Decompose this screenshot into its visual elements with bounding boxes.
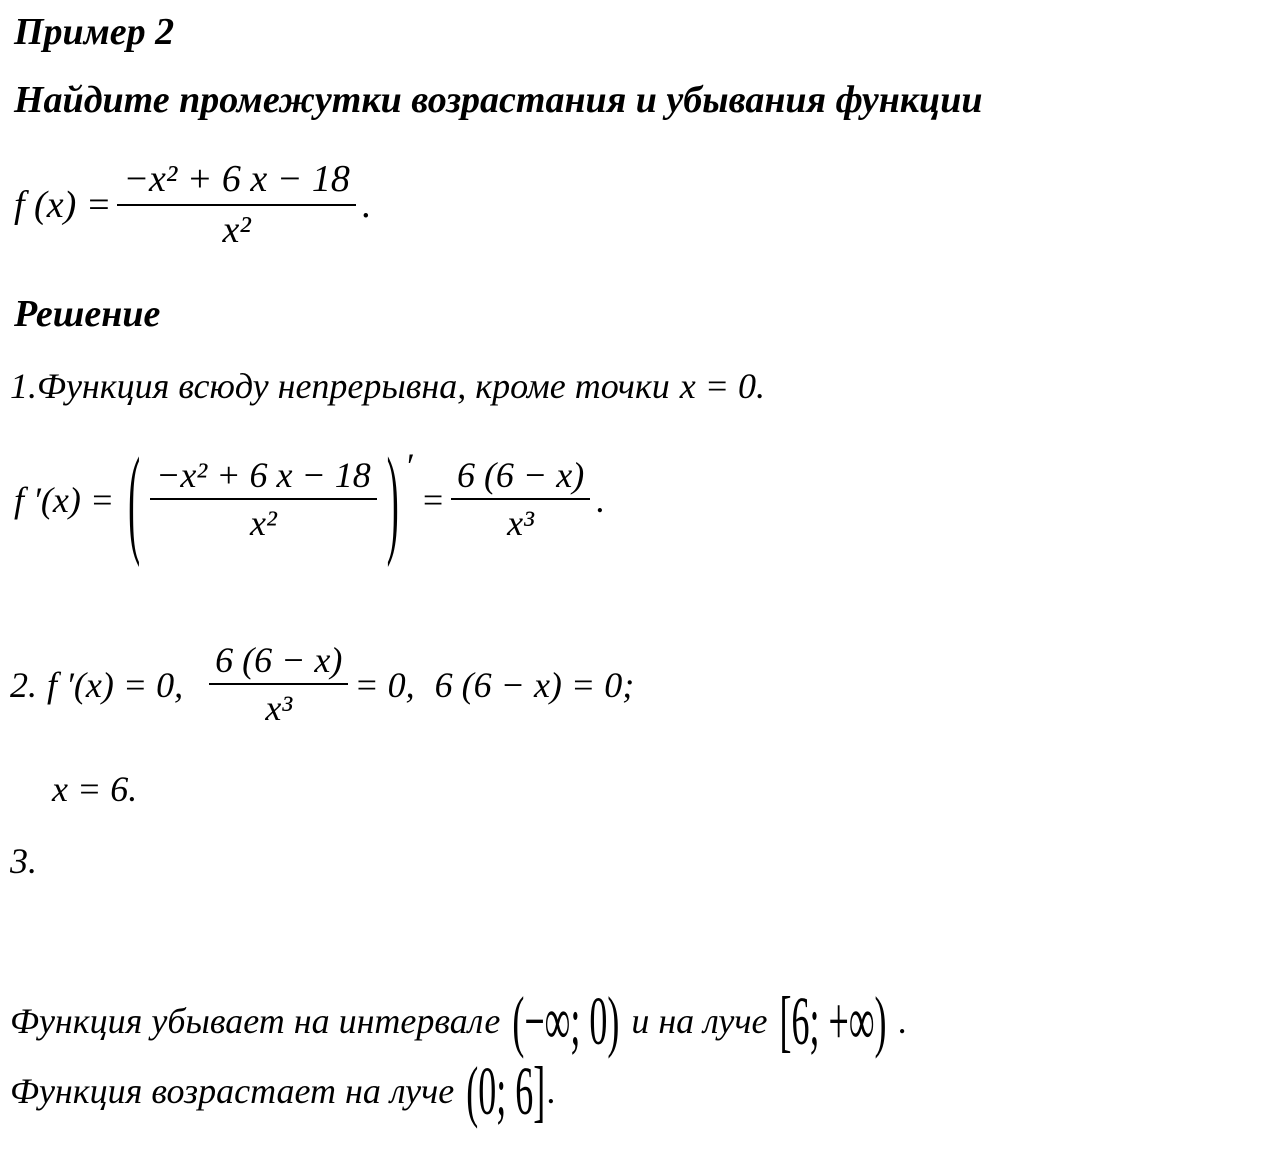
conclusion-decreasing-interval-2: [6; +∞) <box>779 983 887 1059</box>
derivative-result-fraction <box>451 455 590 545</box>
derivative-result-denominator: x³ <box>507 503 534 544</box>
derivative-lhs: f ′(x) = <box>14 479 115 520</box>
step-2-fraction-equals: = 0, <box>354 664 415 705</box>
derivative-inner-numerator: −x² + 6 x − 18 <box>150 455 377 500</box>
conclusion-decreasing <box>10 983 908 1059</box>
derivative-inner-fraction <box>150 455 377 545</box>
conclusion-decreasing-text-mid: и на луче <box>631 1001 768 1041</box>
left-paren-icon: ( <box>128 431 141 568</box>
step-3-number: 3. <box>10 841 37 881</box>
conclusion-increasing <box>10 1053 557 1129</box>
step-3 <box>10 840 37 882</box>
function-definition-numerator: −x² + 6 x − 18 <box>117 158 356 206</box>
derivative-equals: = <box>420 479 445 520</box>
conclusion-decreasing-text: Функция убывает на интервале <box>10 1001 501 1041</box>
function-definition-fraction <box>117 158 356 252</box>
conclusion-increasing-interval: (0; 6] <box>466 1053 546 1129</box>
step-2-root-value: x = 6. <box>52 769 138 809</box>
function-definition-period: . <box>361 184 372 227</box>
step-2 <box>10 640 634 730</box>
function-definition <box>14 158 371 252</box>
conclusion-increasing-text: Функция возрастает на луче <box>10 1071 455 1111</box>
problem-statement: Найдите промежутки возрастания и убывания функции <box>14 79 983 121</box>
step-1-condition: x = 0. <box>679 366 766 406</box>
step-2-root <box>52 768 137 810</box>
derivative-result-numerator: 6 (6 − x) <box>451 455 590 500</box>
solution-heading: Решение <box>14 293 161 335</box>
conclusion-decreasing-interval-1: (−∞; 0) <box>512 983 620 1059</box>
conclusion-decreasing-period: . <box>898 1001 908 1041</box>
right-paren-icon: ) <box>386 431 399 568</box>
step-2-simplified: 6 (6 − x) = 0; <box>434 664 635 705</box>
example-title: Пример 2 <box>14 11 175 53</box>
derivative-period: . <box>596 479 606 520</box>
derivative-equation <box>14 431 606 568</box>
step-2-fraction <box>209 640 348 730</box>
step-1 <box>10 365 765 407</box>
step-1-text: Функция всюду непрерывна, кроме точки <box>37 366 670 406</box>
function-definition-lhs: f (x) = <box>14 184 112 227</box>
step-2-number: 2. <box>10 664 37 705</box>
function-definition-denominator: x² <box>222 208 251 251</box>
conclusion-increasing-period: . <box>547 1071 557 1111</box>
step-2-fraction-numerator: 6 (6 − x) <box>209 640 348 685</box>
step-1-number: 1. <box>10 366 37 406</box>
step-2-fraction-denominator: x³ <box>265 688 293 729</box>
step-2-equation-lhs: f ′(x) = 0, <box>47 664 184 705</box>
prime-symbol: ′ <box>404 445 413 486</box>
derivative-inner-denominator: x² <box>250 503 277 544</box>
